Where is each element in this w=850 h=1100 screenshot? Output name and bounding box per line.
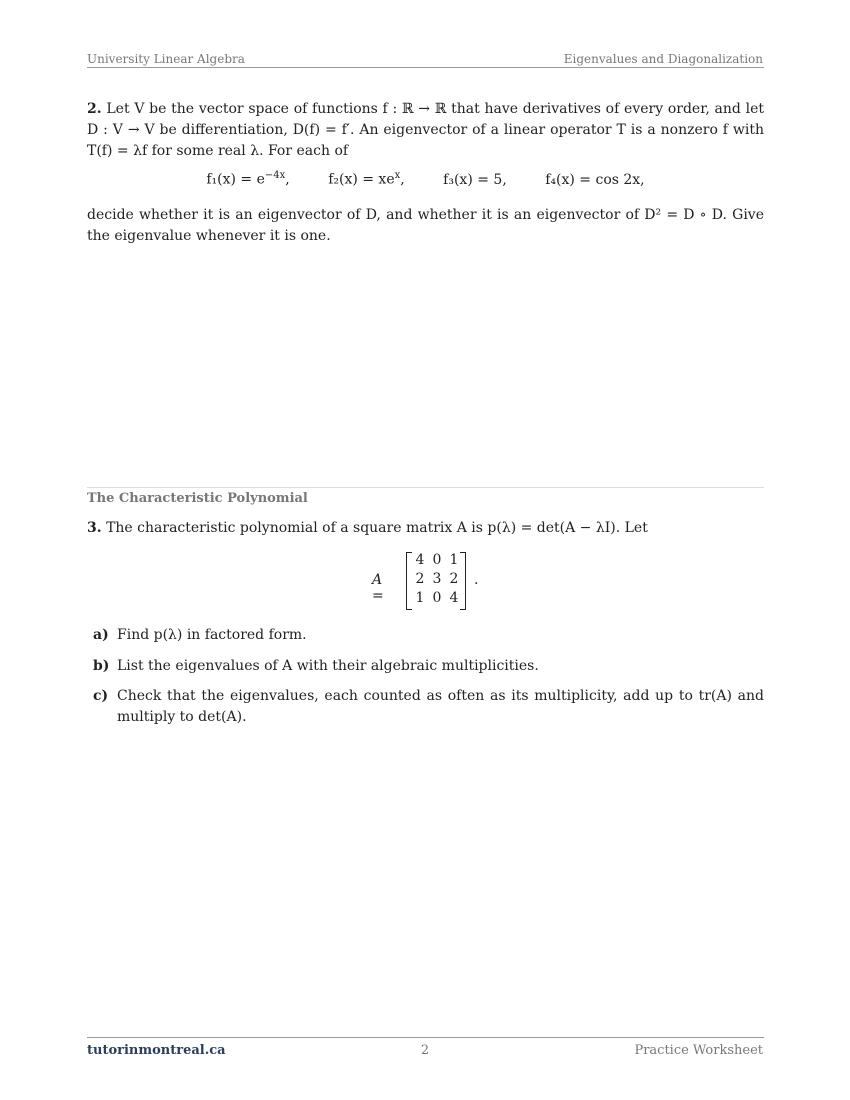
matrix-cell: 4 [449,590,459,606]
matrix-cell: 3 [432,571,442,587]
part-a-label: a) [93,627,109,643]
function-f1: $f_1(x) = e^{-4x}$, [206,170,290,188]
matrix-cell: 4 [415,552,425,568]
problem-2-intro [87,99,764,162]
matrix-cell: 2 [415,571,425,587]
problem-3-number: 3. [87,520,102,536]
problem-2-intro-text: Let V be the vector space of functions f : ℝ → ℝ that have derivatives of every order, and let D : V → V be differentiation, D(f) = f′. An eigenvector of a linear operator T is a nonzero f with T(f) = λf for some real λ. For each of [87,101,765,159]
matrix-cell: 1 [449,552,459,568]
footer-site-link[interactable]: tutorinmontreal.ca [87,1043,226,1058]
part-b-label: b) [93,658,110,674]
problem-3-intro [87,518,764,539]
header-topic: Eigenvalues and Diagonalization [563,52,763,66]
function-f3: f₃(x) = 5, [443,171,507,188]
problem-2-outro: decide whether it is an eigenvector of D, and whether it is an eigenvector of D² = D ∘ D. Give the eigenvalue whenever it is one. [87,207,764,244]
function-f2: $f_2(x) = xe^x$, [328,170,405,188]
matrix-cell: 2 [449,571,459,587]
matrix-cell: 0 [432,590,442,606]
matrix-a [406,552,466,608]
matrix-period: . [474,572,479,588]
problem-2-number: 2. [87,101,102,117]
function-f4: f₄(x) = cos 2x, [545,171,645,188]
header-rule [87,67,764,68]
problem-3-intro-text: The characteristic polynomial of a square matrix A is p(λ) = det(A − λI). Let [106,520,648,536]
right-bracket [460,552,466,610]
section-title: The Characteristic Polynomial [87,491,308,506]
footer-rule [87,1037,764,1038]
matrix-lhs: A = [372,572,384,604]
header-course-title: University Linear Algebra [87,52,245,66]
part-b-text: List the eigenvalues of A with their algebraic multiplicities. [117,658,539,674]
footer-worksheet-label: Practice Worksheet [634,1043,763,1058]
footer-page-number: 2 [420,1043,430,1058]
part-c-text: Check that the eigenvalues, each counted as often as its multiplicity, add up to tr(A) and multiply to det(A). [117,688,764,725]
matrix-cell: 0 [432,552,442,568]
function-list [87,170,764,188]
matrix-cell: 1 [415,590,425,606]
part-a-text: Find p(λ) in factored form. [117,627,307,643]
section-divider [87,487,764,488]
part-c-label: c) [93,688,109,704]
